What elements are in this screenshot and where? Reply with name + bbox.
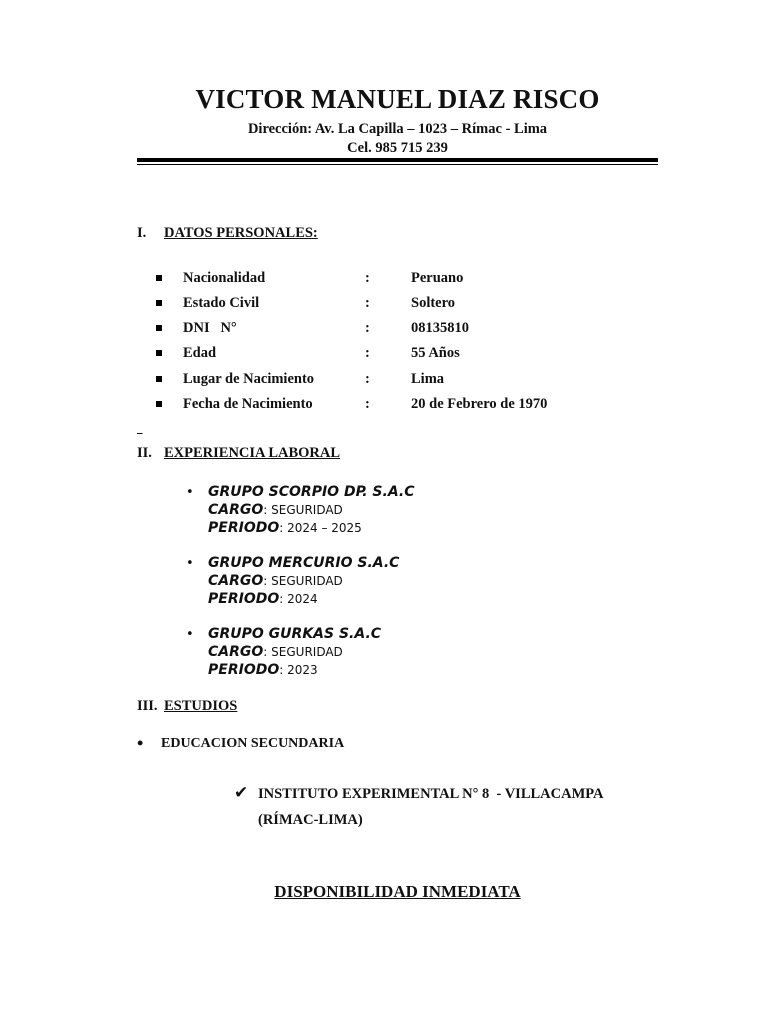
separator: :: [263, 503, 272, 517]
job-company: GRUPO MERCURIO S.A.C: [208, 555, 400, 571]
separator: :: [279, 663, 288, 677]
field-label: DNI N°: [183, 320, 237, 336]
job-periodo: [208, 591, 318, 607]
phone-line: Cel. 985 715 239: [347, 140, 448, 156]
separator: :: [279, 592, 288, 606]
field-colon: :: [365, 295, 370, 311]
job-cargo: [208, 502, 343, 518]
job-periodo: [208, 520, 362, 536]
separator: :: [263, 645, 272, 659]
separator: :: [263, 574, 272, 588]
cargo-label: CARGO: [208, 573, 264, 589]
job-company: GRUPO SCORPIO DP. S.A.C: [208, 484, 415, 500]
cargo-label: CARGO: [208, 644, 264, 660]
bullet-icon: •: [186, 627, 194, 642]
institution-name: INSTITUTO EXPERIMENTAL N° 8 - VILLACAMPA: [258, 786, 604, 802]
field-colon: :: [365, 345, 370, 361]
institution-location: (RÍMAC-LIMA): [258, 812, 363, 828]
header-divider-thick: [137, 158, 658, 162]
periodo-label: PERIODO: [208, 662, 280, 678]
bullet-icon: •: [137, 733, 144, 753]
periodo-value: 2023: [287, 663, 318, 677]
field-colon: :: [365, 320, 370, 336]
field-value: 08135810: [411, 320, 469, 336]
job-cargo: [208, 573, 343, 589]
periodo-label: PERIODO: [208, 591, 280, 607]
job-periodo: [208, 662, 318, 678]
header-divider-thin: [137, 164, 658, 165]
section-number: II.: [137, 445, 152, 461]
field-label: Nacionalidad: [183, 270, 266, 286]
cargo-label: CARGO: [208, 502, 264, 518]
field-value: Lima: [411, 371, 445, 387]
periodo-value: 2024 – 2025: [287, 521, 362, 535]
field-label: Lugar de Nacimiento: [183, 371, 315, 387]
square-bullet-icon: [156, 300, 162, 306]
bullet-icon: •: [186, 485, 194, 500]
field-colon: :: [365, 371, 370, 387]
section-title: DATOS PERSONALES:: [164, 225, 318, 241]
bullet-icon: •: [186, 556, 194, 571]
square-bullet-icon: [156, 275, 162, 281]
education-level-text: EDUCACION SECUNDARIA: [161, 736, 345, 751]
field-value: 55 Años: [411, 345, 460, 361]
square-bullet-icon: [156, 350, 162, 356]
field-value: Soltero: [411, 295, 456, 311]
periodo-value: 2024: [287, 592, 318, 606]
checkmark-icon: ✔: [234, 783, 249, 803]
address-line: Dirección: Av. La Capilla – 1023 – Rímac - Lima: [247, 121, 548, 137]
job-company: GRUPO GURKAS S.A.C: [208, 626, 382, 642]
field-label: Estado Civil: [183, 295, 260, 311]
candidate-name: VICTOR MANUEL DIAZ RISCO: [195, 84, 600, 114]
field-label: Fecha de Nacimiento: [183, 396, 313, 412]
section-title: EXPERIENCIA LABORAL: [164, 445, 341, 461]
square-bullet-icon: [156, 325, 162, 331]
section-number: III.: [137, 698, 158, 714]
stray-mark: _: [137, 423, 143, 435]
field-label: Edad: [183, 345, 217, 361]
periodo-label: PERIODO: [208, 520, 280, 536]
cargo-value: SEGURIDAD: [271, 574, 343, 588]
square-bullet-icon: [156, 376, 162, 382]
square-bullet-icon: [156, 401, 162, 407]
field-colon: :: [365, 270, 370, 286]
section-title: ESTUDIOS: [164, 698, 238, 714]
field-colon: :: [365, 396, 370, 412]
cargo-value: SEGURIDAD: [271, 645, 343, 659]
job-cargo: [208, 644, 343, 660]
section-number: I.: [137, 225, 147, 241]
cargo-value: SEGURIDAD: [271, 503, 343, 517]
separator: :: [279, 521, 288, 535]
field-value: 20 de Febrero de 1970: [411, 396, 548, 412]
field-value: Peruano: [411, 270, 464, 286]
availability-note: DISPONIBILIDAD INMEDIATA: [274, 882, 521, 901]
